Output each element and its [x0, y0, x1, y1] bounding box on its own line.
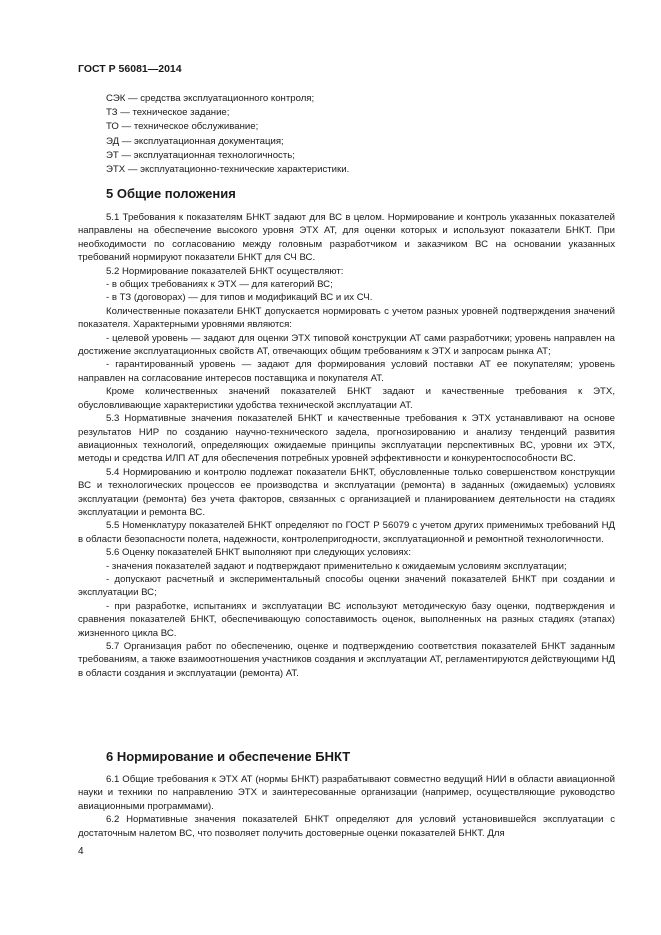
- abbreviation-item: СЭК — средства эксплуатационного контроля;: [106, 93, 315, 104]
- abbreviation-item: ЭТ — эксплуатационная технологичность;: [106, 149, 295, 161]
- abbreviation-item: ТЗ — техническое задание;: [106, 107, 230, 119]
- section-5-body: [78, 211, 615, 680]
- paragraph: 5.6 Оценку показателей БНКТ выполняют при следующих условиях:: [106, 547, 412, 559]
- list-item: - допускают расчетный и экспериментальный способы оценки значений показателей БНКТ при создании и эксплуатации ВС;: [78, 573, 615, 599]
- page-number: 4: [78, 846, 84, 857]
- list-item: - при разработке, испытаниях и эксплуатации ВС используют методическую базу оценки, подтверждения и сравнения показателей БНКТ, обеспечивающую сопоставимость оценок, выполненных на разных стадиях (этапах) жизненного цикла ВС.: [78, 600, 615, 639]
- paragraph: 6.1 Общие требования к ЭТХ АТ (нормы БНКТ) разрабатывают совместно ведущий НИИ в области авиационной науки и техники по направлению ЭТХ и заинтересованные организации (например, осуществляющие руководство авиационными программами).: [78, 774, 615, 812]
- paragraph: 5.4 Нормированию и контролю подлежат показатели БНКТ, обусловленные только совершенством конструкции ВС и технологических процессов ее производства и эксплуатации (ремонта) в заданных (ожидаемых) условиях эксплуатации (ремонта) без учета факторов, связанных с организацией и планированием деятельности на стадиях эксплуатации и ремонта ВС.: [78, 466, 615, 518]
- abbreviation-item: ЭД — эксплуатационная документация;: [106, 135, 284, 147]
- list-item: - в общих требованиях к ЭТХ — для категорий ВС;: [106, 279, 333, 291]
- paragraph: 6.2 Нормативные значения показателей БНКТ определяют для условий установившейся эксплуатации с достаточным налетом ВС, что позволяет получить достоверные оценки показателей БНКТ. Для: [78, 814, 615, 839]
- paragraph: Количественные показатели БНКТ допускается нормировать с учетом разных уровней подтверждения значений показателя. Характерными уровнями являются:: [78, 305, 615, 331]
- paragraph: 5.3 Нормативные значения показателей БНКТ и качественные требования к ЭТХ устанавливают на основе результатов НИР по созданию научно-технического задела, прогнозированию и анализу тенденций развития авиационных технологий, определяющих ожидаемые принципы эксплуатации перспективных ВС, уровни их ЭТХ, методы и средства ИЛП АТ для обеспечения потребных уровней эффективности и конкурентоспособности ВС.: [78, 413, 615, 465]
- abbreviation-item: ЭТХ — эксплуатационно-технические характеристики.: [106, 164, 350, 176]
- section-6-body: [78, 773, 615, 840]
- section-6-heading: 6 Нормирование и обеспечение БНКТ: [106, 749, 351, 764]
- document-header: ГОСТ Р 56081—2014: [78, 63, 182, 75]
- paragraph: 5.5 Номенклатуру показателей БНКТ определяют по ГОСТ Р 56079 с учетом других применимых требований НД в области безопасности полета, надежности, контролепригодности, эксплуатационной и ремонтной технологичности.: [78, 520, 615, 545]
- list-item: - значения показателей задают и подтверждают применительно к ожидаемым условиям эксплуатации;: [106, 560, 567, 572]
- paragraph: 5.2 Нормирование показателей БНКТ осуществляют:: [106, 265, 344, 277]
- paragraph: 5.7 Организация работ по обеспечению, оценке и подтверждению соответствия показателей БНКТ заданным требованиям, а также взаимоотношения участников создания и эксплуатации АТ, регламентируются действующими НД в области создания и эксплуатации (ремонта) АТ.: [78, 641, 615, 679]
- paragraph: Кроме количественных значений показателей БНКТ задают и качественные требования к ЭТХ, обусловливающие характеристики удобства технической эксплуатации АТ.: [78, 386, 615, 411]
- abbreviation-item: ТО — техническое обслуживание;: [106, 121, 259, 133]
- abbreviation-list: [106, 92, 349, 177]
- list-item: - гарантированный уровень — задают для формирования условий поставки АТ ее покупателям; уровень направлен на согласование интересов поставщика и покупателя АТ.: [78, 359, 615, 384]
- paragraph: 5.1 Требования к показателям БНКТ задают для ВС в целом. Нормирование и контроль указанных показателей направлены на обеспечение высокого уровня ЭТХ АТ, для оценки которых и используют показатели БНКТ. При необходимости по согласованию между головным разработчиком и заказчиком ВС на основании указанных требований нормируют показатели БНКТ для СЧ ВС.: [78, 212, 615, 264]
- list-item: - целевой уровень — задают для оценки ЭТХ типовой конструкции АТ сами разработчики; уровень направлен на достижение эксплуатационных свойств АТ, отвечающих общим требованиям к ЭТХ и запросам рынка АТ;: [78, 332, 615, 358]
- section-5-heading: 5 Общие положения: [106, 186, 236, 201]
- list-item: - в ТЗ (договорах) — для типов и модификаций ВС и их СЧ.: [106, 292, 373, 304]
